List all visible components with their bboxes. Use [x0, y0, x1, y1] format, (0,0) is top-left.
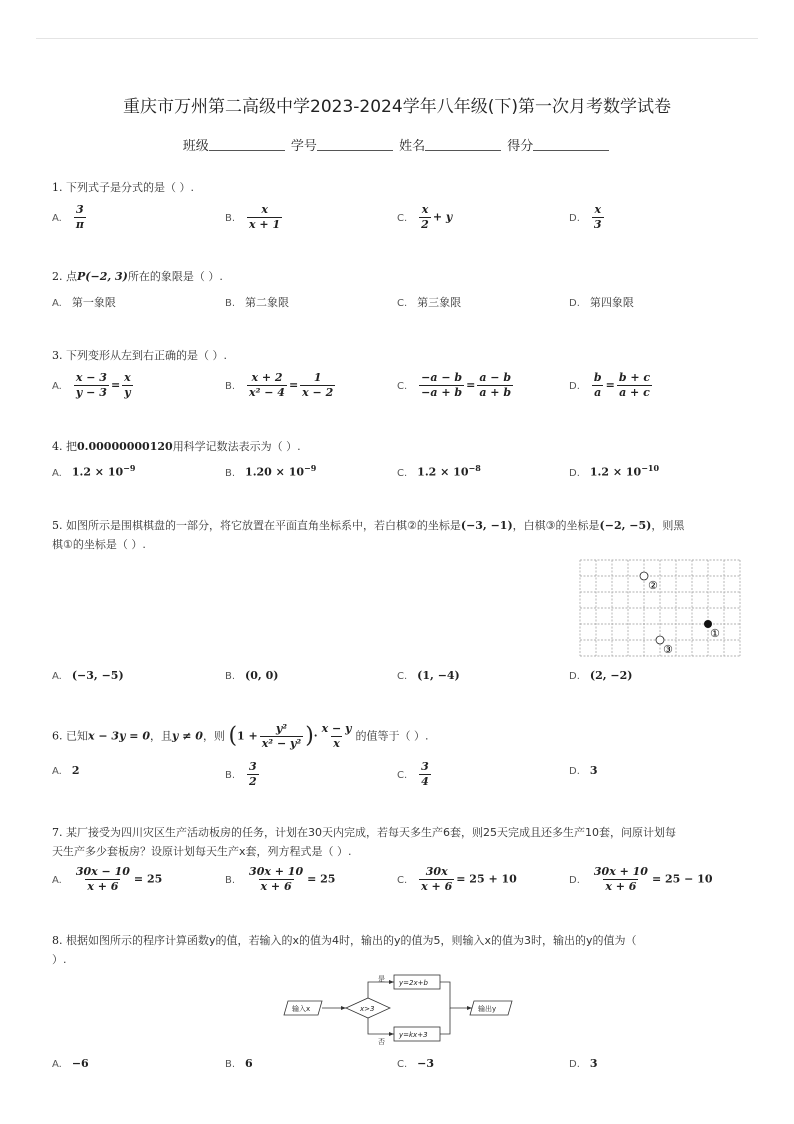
score-blank[interactable] — [533, 138, 609, 151]
flow-bottom-formula: y=kx+3 — [399, 1031, 428, 1039]
point-p: P(−2, 3) — [77, 270, 128, 283]
flow-input-label: 输入x — [292, 1005, 311, 1013]
option-a[interactable]: A. (−3, −5) — [52, 669, 124, 682]
question-1 — [52, 178, 752, 197]
option-c[interactable]: C. (1, −4) — [397, 669, 460, 682]
option-c[interactable]: C. −3 — [397, 1057, 435, 1070]
flow-no: 否 — [378, 1038, 385, 1046]
option-b[interactable]: B. $\frac{x}{x + 1}$ — [225, 203, 281, 231]
option-a[interactable]: A. $\frac{3}{\pi}$ — [52, 203, 84, 231]
option-d[interactable]: D. 第四象限 — [569, 296, 634, 309]
option-b[interactable]: B. 6 — [225, 1057, 253, 1070]
question-2: 2. 点P(−2, 3)所在的象限是（ ）. — [52, 270, 223, 283]
question-number: 4. — [52, 440, 63, 453]
option-d[interactable]: D. $\frac{b}{a}$ = $\frac{b + c}{a + c}$ — [569, 371, 651, 399]
question-number: 5. — [52, 519, 63, 532]
white-stone-2 — [640, 572, 648, 580]
option-d[interactable]: D. $\frac{30x + 10}{x + 6}$ = 25 − 10 — [569, 865, 713, 893]
question-7: 7. 某厂接受为四川灾区生产活动板房的任务，计划在30天内完成，若每天多生产6套，则25天完成且还多生产10套，问原计划每 天生产多少套板房？设原计划每天生产x套，列方程式是（ ）. — [52, 826, 676, 858]
option-c[interactable]: C. $\frac{x}{2}$ + y — [397, 203, 453, 231]
id-label: 学号 — [290, 139, 317, 154]
option-a[interactable]: A. $1.2 \times 10^{-9}$ — [52, 463, 136, 479]
option-d[interactable]: D. 3 — [569, 764, 598, 777]
option-a[interactable]: A. −6 — [52, 1057, 89, 1070]
question-number: 7. — [52, 826, 63, 839]
option-b[interactable]: B. $\frac{30x + 10}{x + 6}$ = 25 — [225, 865, 336, 893]
option-c[interactable]: C. $1.2 \times 10^{-8}$ — [397, 463, 481, 479]
top-divider — [36, 38, 758, 39]
option-a[interactable]: A. 第一象限 — [52, 296, 116, 309]
student-info-line — [0, 135, 794, 154]
option-c[interactable]: C. 第三象限 — [397, 296, 462, 309]
question-number: 2. — [52, 270, 63, 283]
option-d[interactable]: D. (2, −2) — [569, 669, 633, 682]
page-title: 重庆市万州第二高级中学2023-2024学年八年级(下)第一次月考数学试卷 — [123, 97, 671, 117]
flow-output-label: 输出y — [478, 1005, 497, 1013]
option-b[interactable]: B. $\frac{3}{2}$ — [225, 760, 257, 788]
question-number: 3. — [52, 349, 63, 362]
program-flowchart — [282, 972, 517, 1046]
flow-condition: x>3 — [360, 1005, 375, 1013]
flow-yes: 是 — [378, 975, 385, 983]
question-3: 3. 下列变形从左到右正确的是（ ）. — [52, 349, 227, 362]
option-d[interactable]: D. $\frac{x}{3}$ — [569, 203, 602, 231]
option-d[interactable]: D. $1.2 \times 10^{-10}$ — [569, 463, 660, 479]
id-blank[interactable] — [317, 138, 393, 151]
name-label: 姓名 — [399, 139, 426, 154]
option-a[interactable]: A. $\frac{30x - 10}{x + 6}$ = 25 — [52, 865, 163, 893]
stone-label-2: ② — [648, 579, 658, 592]
question-8: 8. 根据如图所示的程序计算函数y的值，若输入的x的值为4时，输出的y的值为5，则输入x的值为3时，输出的y的值为（ ）. — [52, 934, 637, 966]
score-label: 得分 — [507, 139, 534, 154]
question-number: 8. — [52, 934, 63, 947]
flow-top-formula: y=2x+b — [399, 979, 428, 987]
option-c[interactable]: C. $\frac{3}{4}$ — [397, 760, 429, 788]
class-blank[interactable] — [209, 138, 285, 151]
option-a[interactable]: A. $\frac{x - 3}{y - 3}$ = $\frac{x}{y}$ — [52, 371, 131, 399]
question-number: 1. — [52, 181, 63, 194]
number-value: 0.00000000120 — [77, 440, 173, 453]
go-board-figure — [578, 558, 742, 658]
question-5: 5. 如图所示是围棋棋盘的一部分，将它放置在平面直角坐标系中，若白棋②的坐标是(−3, −1)，白棋③的坐标是(−2, −5)，则黑 棋①的坐标是（ ）. — [52, 519, 685, 551]
name-blank[interactable] — [425, 138, 501, 151]
question-text: 下列式子是分式的是（ ）. — [66, 181, 194, 194]
option-b[interactable]: B. 第二象限 — [225, 296, 290, 309]
class-label: 班级 — [182, 139, 209, 154]
option-a[interactable]: A. 2 — [52, 764, 80, 777]
option-c[interactable]: C. $\frac{30x}{x + 6}$ = 25 + 10 — [397, 865, 517, 893]
option-b[interactable]: B. $\frac{x + 2}{\text{x² − 4}}$ = $\frac{1}{x - 2}$ — [225, 371, 334, 399]
option-c[interactable]: C. $\frac{-a - b}{-a + b}$ = $\frac{a - b}{a + b}$ — [397, 371, 512, 399]
question-4: 4. 把0.00000000120用科学记数法表示为（ ）. — [52, 440, 301, 453]
option-b[interactable]: B. (0, 0) — [225, 669, 279, 682]
option-d[interactable]: D. 3 — [569, 1057, 598, 1070]
question-number: 6. — [52, 729, 63, 743]
stone-label-1: ① — [710, 627, 720, 640]
stone-label-3: ③ — [663, 643, 673, 656]
question-6: 6. 已知x − 3y = 0，且y ≠ 0，则 (1 + $\frac{\text{y²}}{\text{x² − y²}}$ )· $\frac{x - y}{x}$ 的值等于（ ）. — [52, 722, 429, 750]
option-b[interactable]: B. $1.20 \times 10^{-9}$ — [225, 463, 317, 479]
